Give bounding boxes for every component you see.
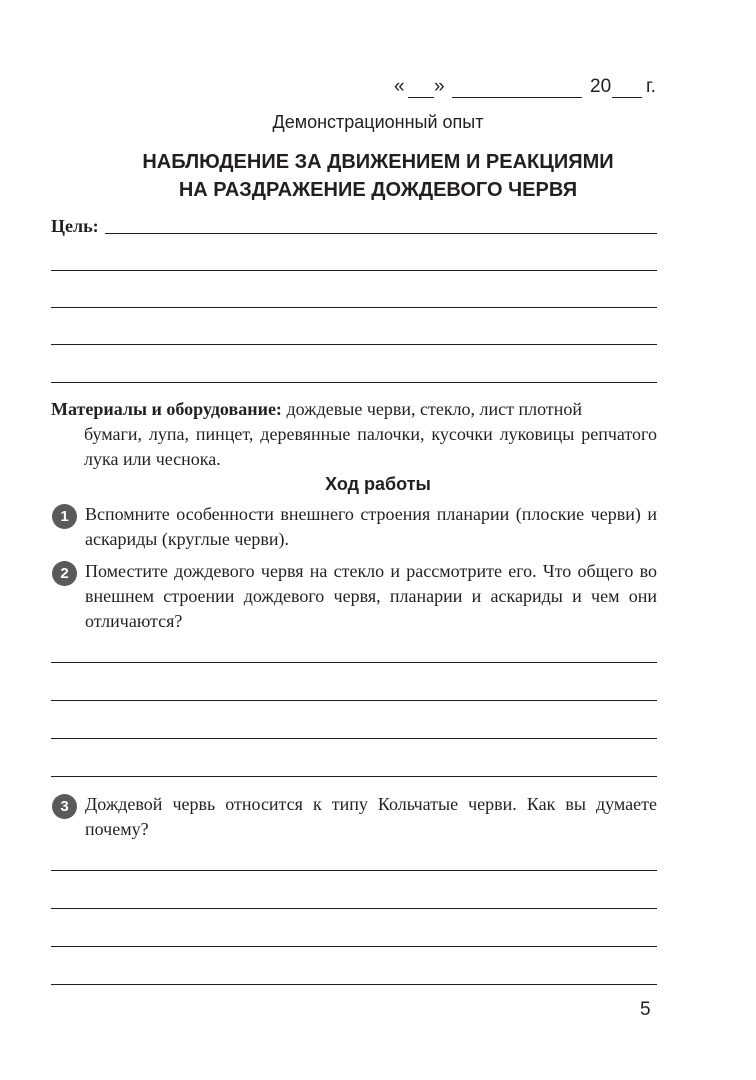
year-prefix: 20 xyxy=(590,76,612,97)
step-2-answer-line xyxy=(51,776,657,777)
goal-answer-line xyxy=(105,233,657,234)
step-3-answer-line xyxy=(51,984,657,985)
step-2-answer-line xyxy=(51,738,657,739)
goal-answer-line xyxy=(51,344,657,345)
year-suffix: г. xyxy=(646,76,656,97)
step-2-answer-line xyxy=(51,700,657,701)
subtitle: Демонстрационный опыт xyxy=(272,112,484,132)
date-field xyxy=(394,76,664,102)
date-close-quote: » xyxy=(434,76,445,97)
materials-text-first: дождевые черви, стекло, лист плотной xyxy=(286,399,583,419)
step-2-text: Поместите дождевого червя на стекло и рассмотрите его. Что общего во внешнем строении дождевого червя, планарии и аскариды и чем они отличаются? xyxy=(85,561,657,631)
step-number-badge: 3 xyxy=(52,794,77,819)
date-open-quote: « xyxy=(394,76,405,97)
year-blank xyxy=(612,97,642,98)
month-blank xyxy=(452,97,582,98)
goal-label: Цель: xyxy=(51,216,99,236)
step-number-badge: 2 xyxy=(52,561,77,586)
goal-answer-line xyxy=(51,307,657,308)
materials-label: Материалы и оборудование: xyxy=(51,399,282,419)
step-3-answer-line xyxy=(51,908,657,909)
title-line-1: НАБЛЮДЕНИЕ ЗА ДВИЖЕНИЕМ И РЕАКЦИЯМИ xyxy=(142,151,614,173)
title-line-2: НА РАЗДРАЖЕНИЕ ДОЖДЕВОГО ЧЕРВЯ xyxy=(178,179,578,201)
materials-paragraph xyxy=(51,397,657,472)
materials-text-rest: бумаги, лупа, пинцет, деревянные палочки, кусочки луковицы репчатого лука или чеснока. xyxy=(84,424,657,469)
step-2-answer-line xyxy=(51,662,657,663)
goal-answer-line xyxy=(51,382,657,383)
day-blank xyxy=(408,97,434,98)
step-number-badge: 1 xyxy=(52,504,77,529)
page-number: 5 xyxy=(640,999,651,1020)
step-3-answer-line xyxy=(51,946,657,947)
section-title: Ход работы xyxy=(325,474,431,494)
goal-answer-line xyxy=(51,270,657,271)
step-3-text: Дождевой червь относится к типу Кольчатые черви. Как вы думаете почему? xyxy=(85,794,657,839)
step-3-answer-line xyxy=(51,870,657,871)
page-title xyxy=(0,148,756,204)
step-1-text: Вспомните особенности внешнего строения планарии (плоские черви) и аскариды (круглые черви). xyxy=(85,504,657,549)
